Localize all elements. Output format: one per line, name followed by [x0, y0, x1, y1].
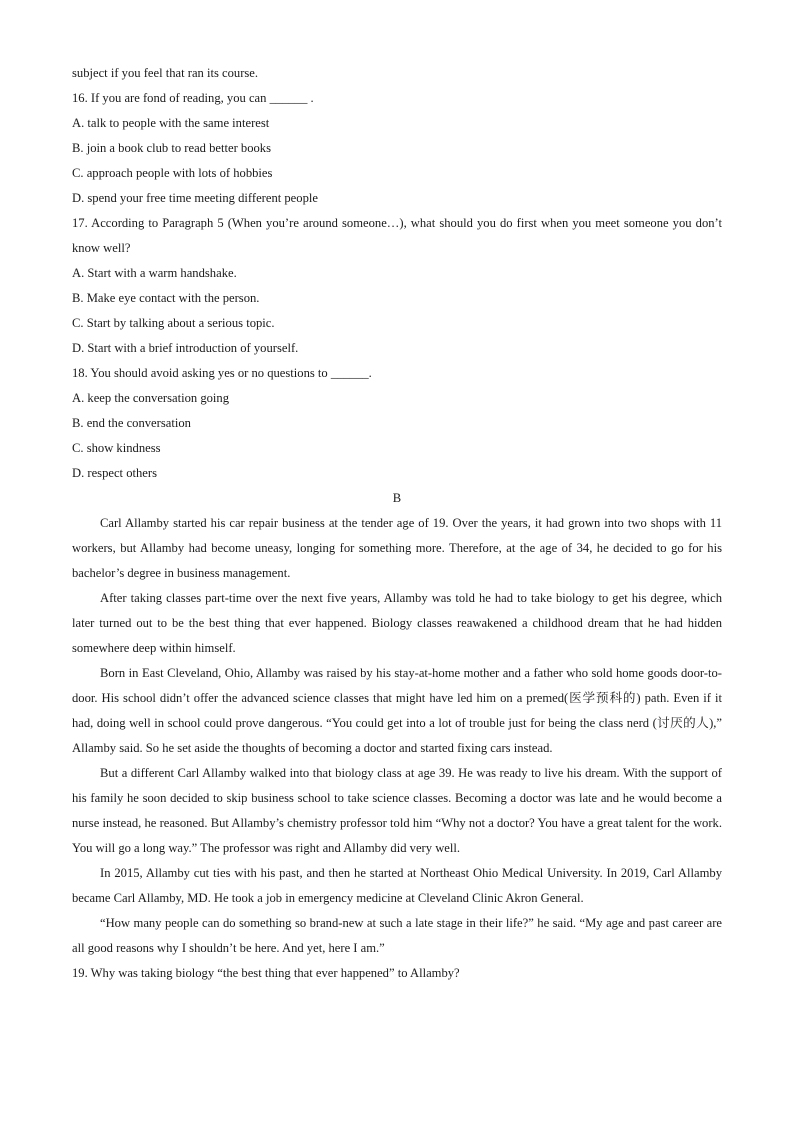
option-18d: D. respect others — [72, 466, 157, 480]
question-16: 16. If you are fond of reading, you can ______ . — [72, 91, 314, 105]
document-page — [72, 61, 722, 986]
passage-paragraph-2: After taking classes part-time over the next five years, Allamby was told he had to take biology to get his degree, which later turned out to be the best thing that ever happened. Biology classes reawakened a childhood dream that he had hidden somewhere deep within himself. — [72, 591, 722, 655]
option-17d: D. Start with a brief introduction of yourself. — [72, 341, 299, 355]
option-17b: B. Make eye contact with the person. — [72, 291, 260, 305]
option-16d: D. spend your free time meeting different people — [72, 191, 318, 205]
question-18: 18. You should avoid asking yes or no questions to ______. — [72, 366, 372, 380]
question-19: 19. Why was taking biology “the best thing that ever happened” to Allamby? — [72, 966, 460, 980]
option-18b: B. end the conversation — [72, 416, 191, 430]
option-17c: C. Start by talking about a serious topic. — [72, 316, 275, 330]
option-16b: B. join a book club to read better books — [72, 141, 272, 155]
passage-paragraph-4: But a different Carl Allamby walked into that biology class at age 39. He was ready to live his dream. With the support of his family he soon decided to skip business school to take science classes. Becoming a doctor was late and he would become a nurse instead, he reasoned. But Allamby’s chemistry professor told him “Why not a doctor? You have a great talent for the work. You will go a long way.” The professor was right and Allamby did very well. — [72, 766, 722, 855]
passage-paragraph-3: Born in East Cleveland, Ohio, Allamby was raised by his stay-at-home mother and a father who sold home goods door-to-door. His school didn’t offer the advanced science classes that might have led him on a premed(医学预科的) path. Even if it had, doing well in school could prove dangerous. “You could get into a lot of trouble just for being the class nerd (讨厌的人),” Allamby said. So he set aside the thoughts of becoming a doctor and started fixing cars instead. — [72, 666, 722, 755]
option-17a: A. Start with a warm handshake. — [72, 266, 237, 280]
carryover-line: subject if you feel that ran its course. — [72, 66, 259, 80]
option-18a: A. keep the conversation going — [72, 391, 230, 405]
passage-paragraph-6: “How many people can do something so brand-new at such a late stage in their life?” he said. “My age and past career are all good reasons why I shouldn’t be here. And yet, here I am.” — [72, 916, 722, 955]
passage-paragraph-5: In 2015, Allamby cut ties with his past, and then he started at Northeast Ohio Medical University. In 2019, Carl Allamby became Carl Allamby, MD. He took a job in emergency medicine at Cleveland Clinic Akron General. — [72, 866, 722, 905]
option-16a: A. talk to people with the same interest — [72, 116, 270, 130]
question-17: 17. According to Paragraph 5 (When you’re around someone…), what should you do first when you meet someone you don’t know well? — [72, 216, 722, 255]
option-18c: C. show kindness — [72, 441, 161, 455]
section-heading: B — [392, 491, 402, 505]
option-16c: C. approach people with lots of hobbies — [72, 166, 273, 180]
passage-paragraph-1: Carl Allamby started his car repair business at the tender age of 19. Over the years, it had grown into two shops with 11 workers, but Allamby had become uneasy, longing for something more. Therefore, at the age of 34, he decided to go for his bachelor’s degree in business management. — [72, 516, 722, 580]
